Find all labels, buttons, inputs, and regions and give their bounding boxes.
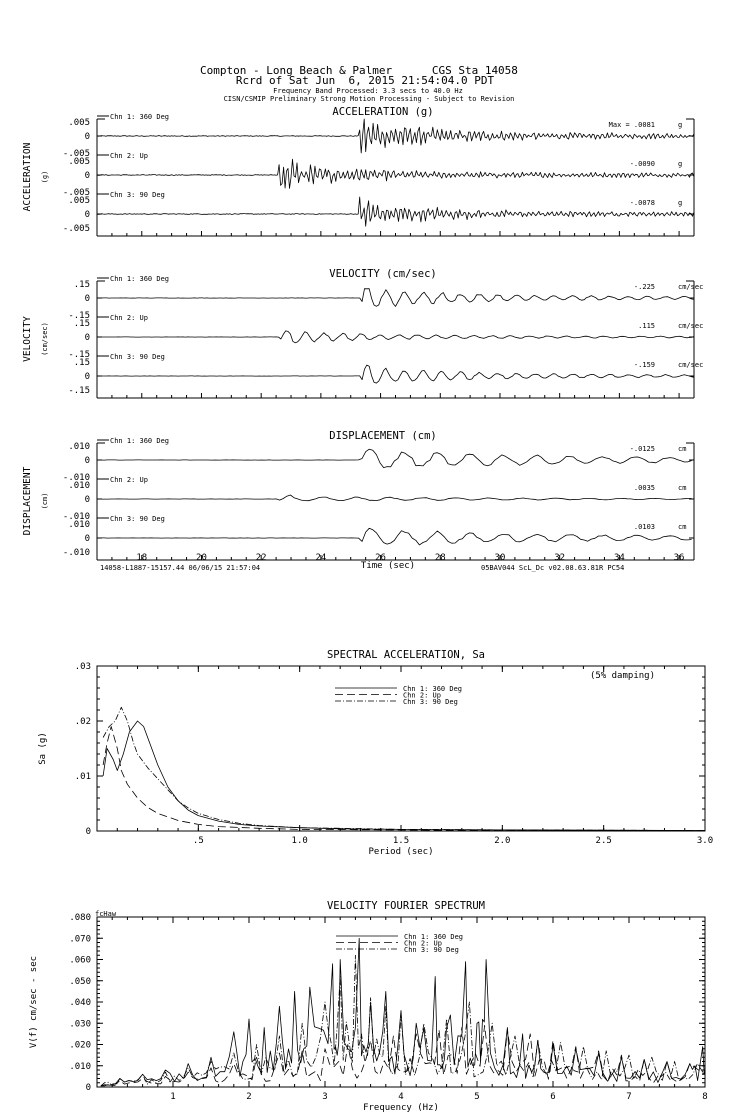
channel-max-value: .115 — [638, 322, 655, 330]
y-tick-label: 0 — [84, 132, 90, 142]
waveform-trace — [97, 365, 694, 383]
y-tick-label: -.005 — [62, 149, 90, 159]
processing-note: CISN/CSMIP Preliminary Strong Motion Processing - Subject to Revision — [223, 95, 515, 103]
y-tick-label: -.005 — [62, 188, 90, 198]
y-tick-label: .01 — [74, 772, 91, 782]
time-history-panel — [22, 268, 703, 398]
channel-max-value: -.0125 — [629, 445, 655, 453]
frequency-band-note: Frequency Band Processed: 3.3 secs to 40.0 Hz — [273, 87, 463, 95]
x-tick-label: 32 — [554, 553, 566, 563]
series-line — [103, 727, 705, 831]
legend-label: Chn 2: Up — [403, 691, 441, 700]
series-line — [103, 721, 705, 831]
channel-unit: cm/sec — [678, 283, 704, 291]
channel-max-value: -.0078 — [629, 199, 655, 207]
channel-unit: cm — [678, 523, 687, 531]
channel-label: Chn 2: Up — [110, 152, 148, 160]
waveform-trace — [97, 159, 694, 188]
x-tick-label: 34 — [613, 553, 625, 563]
damping-annotation: (5% damping) — [589, 671, 655, 681]
y-tick-label: .02 — [74, 717, 91, 727]
record-header — [200, 64, 518, 103]
waveform-trace — [97, 495, 692, 501]
y-tick-label: .080 — [69, 913, 91, 923]
chart-annotation: fcHaw — [95, 910, 117, 918]
velocity-fourier-spectrum-chart — [29, 900, 708, 1113]
panel-unit-label: (g) — [41, 170, 49, 184]
waveform-trace — [97, 289, 694, 307]
x-tick-label: 3.0 — [696, 836, 714, 846]
x-tick-label: .5 — [192, 836, 204, 846]
channel-unit: cm/sec — [678, 361, 704, 369]
time-axis — [100, 553, 684, 572]
channel-max-value: -.159 — [633, 361, 655, 369]
y-tick-label: .010 — [68, 481, 90, 491]
y-tick-label: 0 — [85, 827, 91, 837]
x-tick-label: 2.5 — [595, 836, 612, 846]
x-tick-label: 18 — [136, 553, 148, 563]
x-tick-label: 2.0 — [494, 836, 511, 846]
chart-title: VELOCITY FOURIER SPECTRUM — [326, 900, 486, 912]
waveform-trace — [97, 331, 694, 343]
y-tick-label: .070 — [69, 934, 91, 945]
y-tick-label: .020 — [69, 1040, 91, 1051]
legend-label: Chn 1: 360 Deg — [404, 933, 464, 941]
y-tick-label: .03 — [74, 662, 91, 672]
y-tick-label: .15 — [73, 358, 90, 368]
x-tick-label: 36 — [673, 553, 685, 563]
y-tick-label: .040 — [69, 998, 91, 1008]
channel-max-value: -.0090 — [629, 160, 655, 168]
x-tick-label: 24 — [315, 553, 327, 563]
x-tick-label: 20 — [196, 553, 207, 563]
x-tick-label: 8 — [702, 1092, 708, 1102]
y-tick-label: .060 — [69, 955, 91, 966]
y-tick-label: 0 — [84, 294, 90, 304]
y-tick-label: .010 — [68, 442, 90, 452]
y-tick-label: -.005 — [62, 224, 90, 234]
legend-label: Chn 3: 90 Deg — [403, 698, 458, 706]
legend-label: Chn 1: 360 Deg — [403, 685, 463, 693]
series-line — [101, 955, 704, 1086]
channel-unit: g — [678, 199, 683, 207]
y-tick-label: 0 — [84, 372, 90, 382]
y-tick-label: 0 — [84, 210, 90, 220]
channel-unit: cm/sec — [678, 322, 704, 330]
x-axis-label: Period (sec) — [368, 847, 434, 857]
y-tick-label: -.010 — [62, 473, 90, 483]
y-tick-label: 0 — [84, 495, 90, 505]
waveform-trace — [97, 528, 692, 545]
channel-max-value: -.225 — [633, 283, 655, 291]
time-history-panels — [22, 106, 703, 572]
x-tick-label: 7 — [626, 1092, 632, 1102]
y-tick-label: -.15 — [68, 311, 90, 321]
x-tick-label: 1 — [170, 1092, 176, 1102]
x-tick-label: 2 — [246, 1092, 252, 1102]
x-tick-label: 4 — [398, 1092, 404, 1102]
record-id-footer: 14058-L1887-15157.44 06/06/15 21:57:04 — [100, 564, 261, 572]
waveform-trace — [97, 197, 694, 226]
series-line — [103, 707, 705, 830]
y-tick-label: .005 — [68, 118, 90, 128]
x-tick-label: 6 — [550, 1092, 556, 1102]
y-tick-label: .030 — [69, 1019, 91, 1030]
channel-max-value: .0103 — [633, 523, 655, 531]
y-tick-label: .010 — [69, 1061, 91, 1072]
channel-unit: g — [678, 160, 683, 168]
time-history-panel — [22, 106, 694, 236]
y-tick-label: .005 — [68, 157, 90, 167]
legend-label: Chn 2: Up — [404, 939, 442, 948]
y-axis-label: V(f) cm/sec - sec — [29, 955, 39, 1049]
channel-label: Chn 3: 90 Deg — [110, 353, 165, 361]
y-tick-label: -.010 — [62, 548, 90, 558]
channel-label: Chn 3: 90 Deg — [110, 191, 165, 199]
y-tick-label: 0 — [84, 456, 90, 466]
y-tick-label: -.15 — [68, 386, 90, 396]
channel-unit: cm — [678, 445, 687, 453]
y-axis-label: Sa (g) — [38, 732, 48, 765]
x-tick-label: 1.0 — [291, 836, 308, 846]
waveform-trace — [97, 449, 692, 467]
x-tick-label: 1.5 — [392, 836, 410, 846]
channel-label: Chn 1: 360 Deg — [110, 437, 170, 445]
spectral-acceleration-chart — [38, 649, 713, 857]
channel-label: Chn 2: Up — [110, 314, 148, 322]
station-title: Compton - Long Beach & Palmer CGS Sta 14058 — [200, 64, 518, 77]
y-tick-label: 0 — [84, 534, 90, 544]
y-tick-label: .050 — [69, 976, 91, 987]
panel-side-label: ACCELERATION — [22, 142, 33, 212]
x-axis-label: Frequency (Hz) — [363, 1103, 439, 1113]
channel-max-value: .0035 — [633, 484, 655, 492]
channel-label: Chn 2: Up — [110, 476, 148, 484]
channel-max-value: Max = .0081 — [608, 121, 655, 129]
x-tick-label: 28 — [434, 553, 446, 563]
y-tick-label: .15 — [73, 319, 90, 329]
channel-label: Chn 3: 90 Deg — [110, 515, 165, 523]
x-tick-label: 22 — [255, 553, 267, 563]
x-tick-label: 5 — [474, 1092, 480, 1102]
y-tick-label: -.15 — [68, 350, 90, 360]
channel-unit: cm — [678, 484, 687, 492]
y-tick-label: .005 — [68, 196, 90, 206]
panel-side-label: VELOCITY — [22, 316, 33, 362]
y-tick-label: .15 — [73, 280, 90, 290]
panel-title: ACCELERATION (g) — [332, 106, 434, 118]
x-tick-label: 26 — [375, 553, 386, 563]
panel-unit-label: (cm/sec) — [41, 322, 49, 356]
processing-version-footer: 05BAV044 ScL_Dc v02.08.63.81R PC54 — [481, 564, 625, 572]
panel-title: DISPLACEMENT (cm) — [329, 430, 437, 442]
y-tick-label: -.010 — [62, 512, 90, 522]
y-tick-label: .010 — [68, 520, 90, 530]
x-tick-label: 3 — [322, 1092, 328, 1102]
y-tick-label: 0 — [85, 1083, 91, 1093]
panel-unit-label: (cm) — [41, 492, 49, 510]
waveform-trace — [97, 119, 694, 153]
x-tick-label: 30 — [494, 553, 506, 563]
y-tick-label: 0 — [84, 333, 90, 343]
panel-side-label: DISPLACEMENT — [22, 466, 33, 536]
y-tick-label: 0 — [84, 171, 90, 181]
channel-unit: g — [678, 121, 683, 129]
channel-label: Chn 1: 360 Deg — [110, 275, 170, 283]
time-history-panel — [22, 430, 694, 560]
chart-title: SPECTRAL ACCELERATION, Sa — [326, 649, 486, 661]
series-line — [101, 938, 704, 1086]
panel-title: VELOCITY (cm/sec) — [329, 268, 437, 280]
record-date: Rcrd of Sat Jun 6, 2015 21:54:04.0 PDT — [235, 74, 495, 87]
legend-label: Chn 3: 90 Deg — [404, 946, 459, 954]
x-axis-label: Time (sec) — [360, 561, 416, 571]
plot-frame — [97, 917, 705, 1087]
plot-frame — [97, 666, 705, 831]
channel-label: Chn 1: 360 Deg — [110, 113, 170, 121]
